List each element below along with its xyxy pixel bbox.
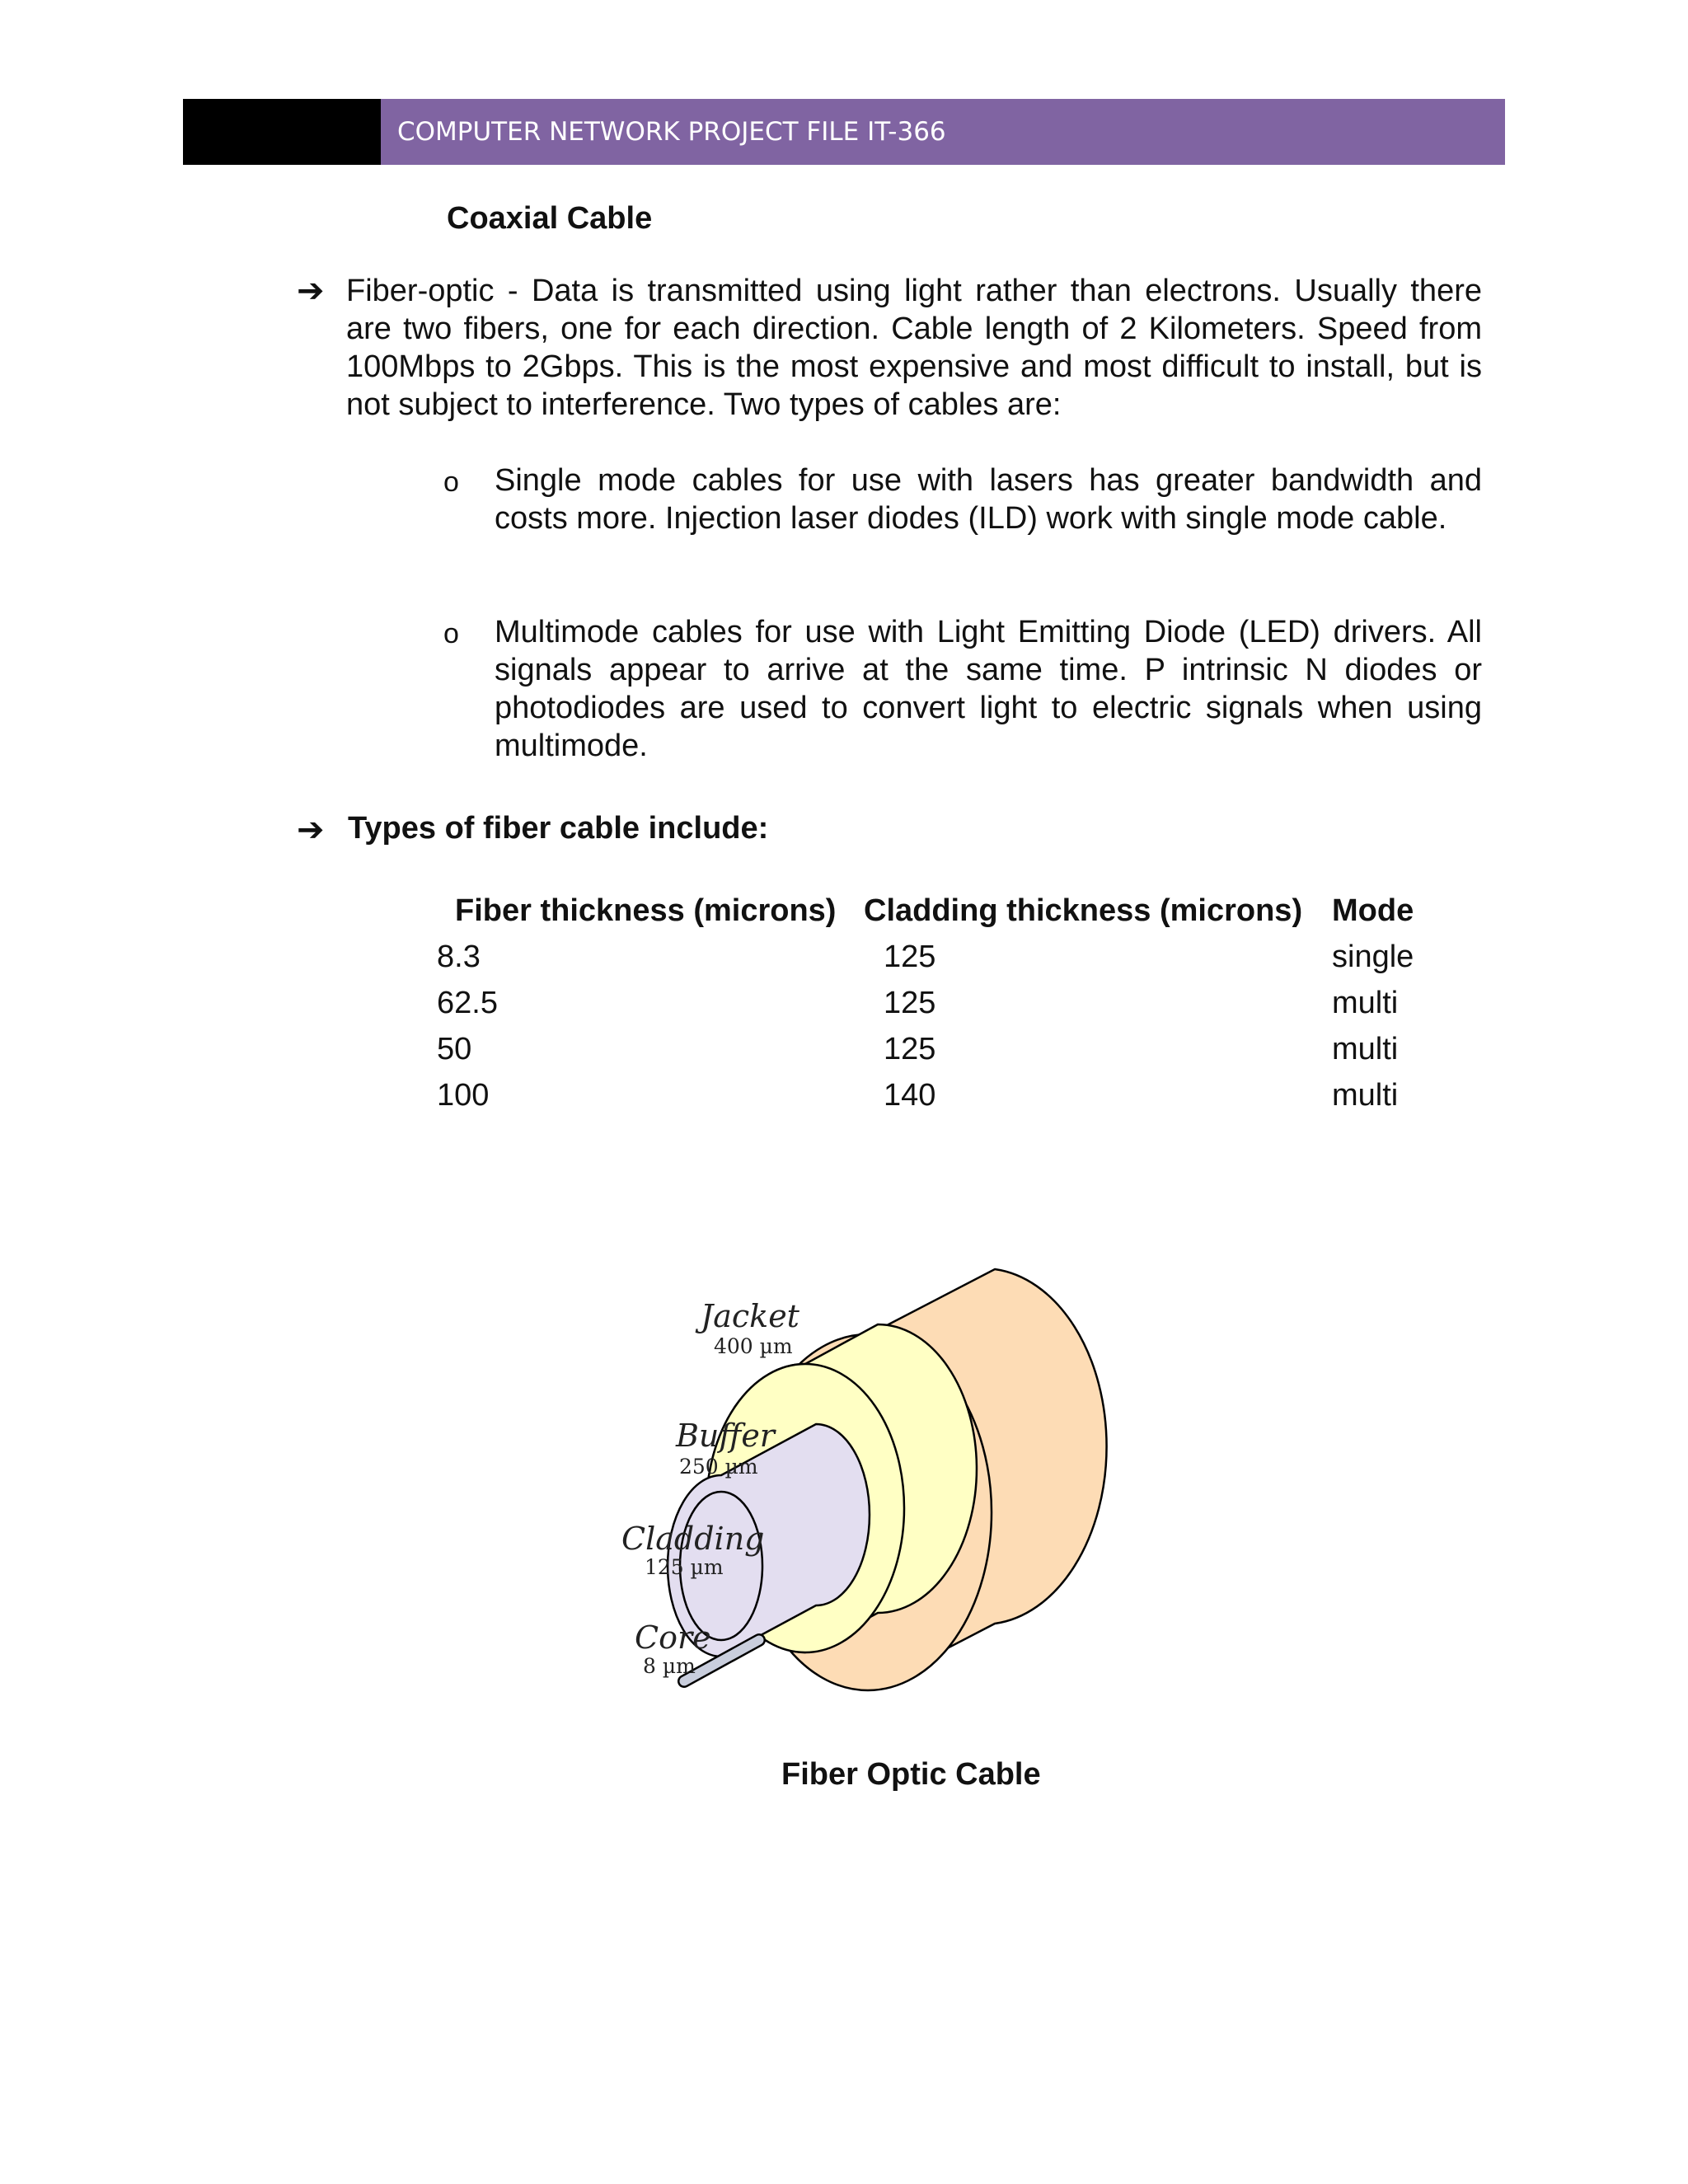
table-cell: 8.3 xyxy=(437,940,481,974)
table-cell: 140 xyxy=(884,1078,936,1113)
buffer-size-label: 250 µm xyxy=(679,1455,758,1479)
table-cell: multi xyxy=(1332,1078,1399,1113)
circle-bullet-icon: o xyxy=(443,466,459,498)
header-title: COMPUTER NETWORK PROJECT FILE IT-366 xyxy=(381,99,1505,165)
table-header-cladding-thickness: Cladding thickness (microns) xyxy=(864,893,1303,928)
figure-caption: Fiber Optic Cable xyxy=(781,1757,1041,1792)
table-cell: 100 xyxy=(437,1078,490,1113)
table-cell: multi xyxy=(1332,1032,1399,1066)
jacket-size-label: 400 µm xyxy=(714,1334,793,1358)
core-size-label: 8 µm xyxy=(643,1654,696,1678)
right-arrow-icon: ➔ xyxy=(297,811,325,849)
core-label: Core xyxy=(635,1619,711,1656)
table-header-mode: Mode xyxy=(1332,893,1414,928)
header-black-block xyxy=(183,99,381,165)
previous-figure-caption: Coaxial Cable xyxy=(447,201,653,236)
table-cell: 50 xyxy=(437,1032,472,1066)
fiber-optic-paragraph: Fiber-optic - Data is transmitted using light rather than electrons. Usually there are two fibers, one for each direction. Cable length of 2 Kilometers. Speed from 100Mbps to 2Gbps. This is the most expensive and most difficult to install, but is not subject to interference. Two types of cables are: xyxy=(346,274,1482,422)
fiber-optic-diagram xyxy=(593,1253,1220,1747)
table-cell: multi xyxy=(1332,986,1399,1020)
single-mode-paragraph: Single mode cables for use with lasers has greater bandwidth and costs more. Injection laser diodes (ILD) work with single mode cable. xyxy=(495,463,1482,536)
types-heading: Types of fiber cable include: xyxy=(348,811,769,846)
table-cell: 125 xyxy=(884,1032,936,1066)
buffer-label: Buffer xyxy=(676,1418,775,1454)
table-cell: 125 xyxy=(884,986,936,1020)
table-cell: 125 xyxy=(884,940,936,974)
right-arrow-icon: ➔ xyxy=(297,272,325,310)
cladding-size-label: 125 µm xyxy=(645,1555,724,1579)
table-cell: single xyxy=(1332,940,1414,974)
table-cell: 62.5 xyxy=(437,986,498,1020)
multimode-paragraph: Multimode cables for use with Light Emitting Diode (LED) drivers. All signals appear to arrive at the same time. P intrinsic N diodes or photodiodes are used to convert light to electric signals when using multimode. xyxy=(495,615,1482,763)
jacket-label: Jacket xyxy=(701,1298,799,1334)
table-header-fiber-thickness: Fiber thickness (microns) xyxy=(455,893,837,928)
cladding-label: Cladding xyxy=(621,1521,765,1557)
circle-bullet-icon: o xyxy=(443,618,459,649)
